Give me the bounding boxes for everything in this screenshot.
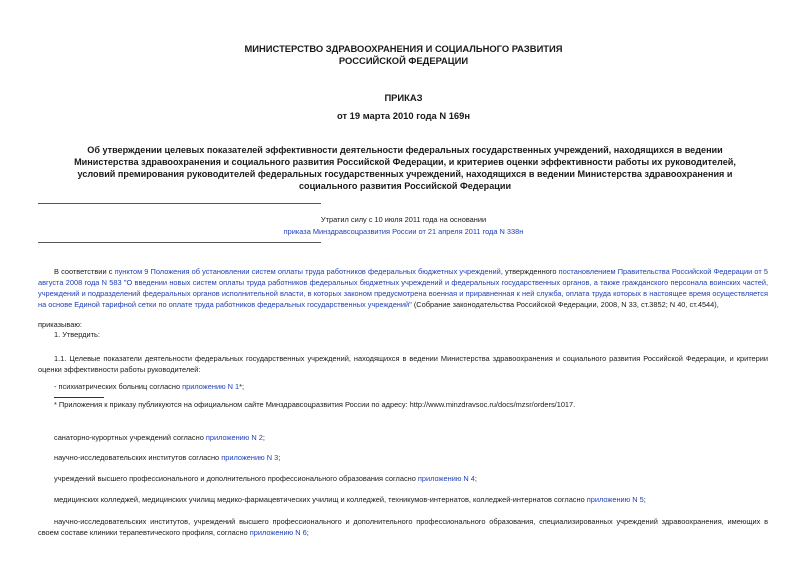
list-item: [54, 452, 280, 463]
ministry-name-line1: МИНИСТЕРСТВО ЗДРАВООХРАНЕНИЯ И СОЦИАЛЬНОГО РАЗВИТИЯ: [244, 43, 563, 54]
status-note: Утратил силу с 10 июля 2011 года на основании: [320, 215, 487, 224]
footnote-rule: [54, 397, 104, 398]
document-title: Об утверждении целевых показателей эффективности деятельности федеральных государственных учреждений, находящихся в ведении Министерства здравоохранения и социального развития Российской Федерации, и критериев оценки эффективности работы их руководителей, условий премирования руководителей федеральных государственных учреждений, находящихся в ведении Министерства здравоохранения и социального развития Российской Федерации: [74, 145, 736, 191]
regulation-link[interactable]: пунктом 9 Положения об установлении систем оплаты труда работников федеральных бюджетных учреждений: [114, 267, 501, 276]
appendix-2-link[interactable]: приложению N 2: [205, 433, 263, 442]
list-item: [54, 473, 477, 484]
preamble-text-1: В соответствии с: [54, 267, 115, 276]
preamble-text-3: (Собрание законодательства Российской Федерации, 2008, N 33, ст.3852; N 40, ст.4544),: [411, 300, 719, 309]
list-item: [54, 432, 265, 443]
list-item: [54, 381, 244, 392]
item-1: 1. Утвердить:: [54, 330, 100, 339]
list-item-text: учреждений высшего профессионального и дополнительного профессионального образования согласно: [54, 474, 418, 483]
list-item-text: научно-исследовательских институтов согласно: [54, 453, 222, 462]
footnote: * Приложения к приказу публикуются на официальном сайте Минздравсоцразвития России по адресу: http://www.minzdravsoc.ru/docs/mzsr/orders/1017.: [54, 400, 576, 409]
list-item-text: - психиатрических больниц согласно: [54, 382, 183, 391]
list-item-text: санаторно-курортных учреждений согласно: [54, 433, 206, 442]
government-resolution-link[interactable]: постановлением Правительства Российской Федерации от 5 августа 2008 года N 583 "О введении новых систем оплаты труда работников федеральных бюджетных учреждений и федеральных государственных органов, а также гражданского персонала воинских частей, учреждений и подразделений федеральных органов исполнительной власти, в которых законом предусмотрена военная и приравненная к ней служба, оплата труда которых в настоящее время осуществляется на основе Единой тарифной сетки по оплате труда работников федеральных государственных учреждений": [38, 267, 769, 309]
list-item-text: медицинских колледжей, медицинских училищ медико-фармацевтических училищ и колледжей, техникумов-интернатов, колледжей-интернатов согласно: [54, 495, 587, 504]
list-item: [38, 516, 768, 538]
appendix-4-link[interactable]: приложению N 4: [417, 474, 475, 483]
document-type: ПРИКАЗ: [384, 92, 423, 103]
list-item-tail: ;: [278, 453, 281, 462]
divider-top: [38, 203, 321, 204]
appendix-3-link[interactable]: приложению N 3: [221, 453, 279, 462]
list-item-tail: ;: [643, 495, 646, 504]
preamble-paragraph: [38, 266, 768, 310]
item-1-1: 1.1. Целевые показатели деятельности федеральных государственных учреждений, находящихся в ведении Министерства здравоохранения и социального развития Российской Федерации, и критерии оценки эффективности работы руководителей:: [38, 354, 768, 374]
ministry-name-line2: РОССИЙСКОЙ ФЕДЕРАЦИИ: [338, 55, 469, 66]
appendix-6-link[interactable]: приложению N 6: [249, 528, 307, 537]
divider-bottom: [38, 242, 321, 243]
repeal-order-link[interactable]: приказа Минздравсоцразвития России от 21 апреля 2011 года N 338н: [283, 227, 524, 236]
document-date-number: от 19 марта 2010 года N 169н: [336, 110, 471, 121]
appendix-1-link[interactable]: приложению N 1: [182, 382, 240, 391]
list-item: [54, 494, 646, 505]
list-item-tail: *;: [239, 382, 245, 391]
list-item-text: научно-исследовательских институтов, учреждений высшего профессионального и дополнительного профессионального образования, специализированных учреждений здравоохранения, имеющих в своем составе клиники терапевтического профиля, согласно: [38, 517, 768, 537]
list-item-tail: ;: [262, 433, 265, 442]
appendix-5-link[interactable]: приложению N 5: [586, 495, 644, 504]
preamble-text-2: , утвержденного: [500, 267, 559, 276]
order-word: приказываю:: [38, 320, 82, 329]
list-item-tail: ;: [306, 528, 309, 537]
list-item-tail: ;: [474, 474, 477, 483]
